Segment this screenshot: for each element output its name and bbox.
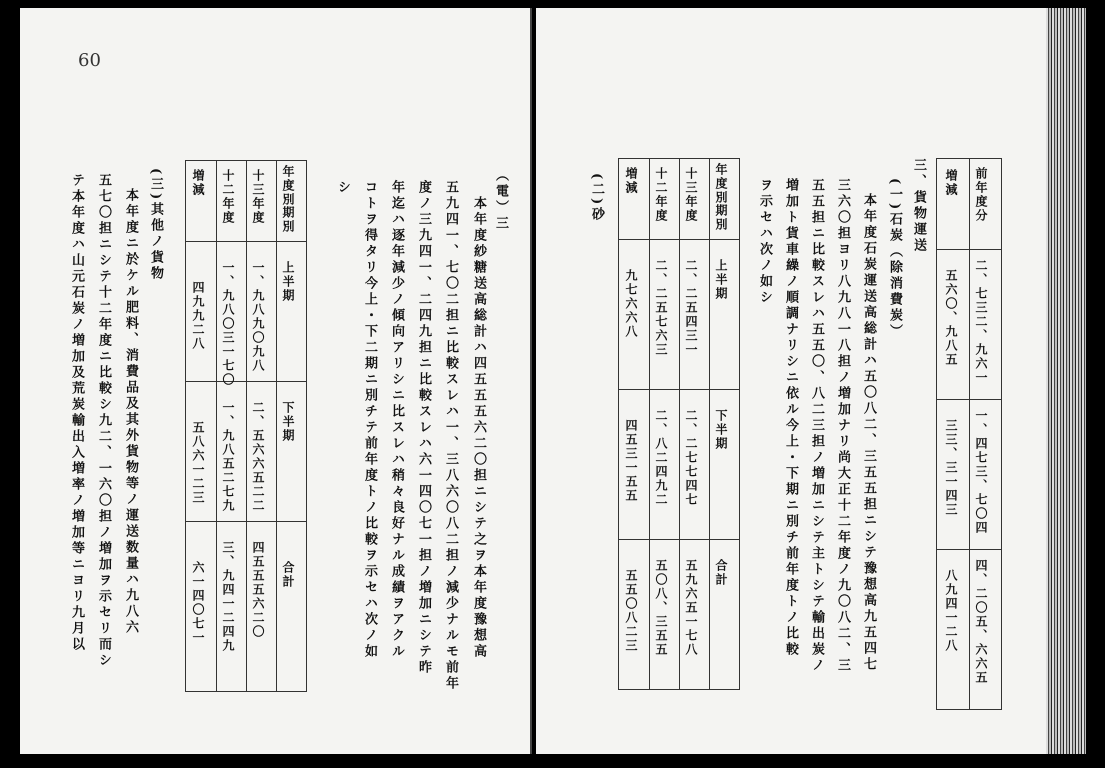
paragraph-line: 本年度紗糖送高総計ハ四五五五六二〇担ニシテ之ヲ本年度豫想高 [471,196,486,660]
table-cell: 一、九八〇三一七〇 [221,261,235,387]
page-edges [1046,8,1086,754]
section-line: 本年度ニ於ケル肥料、消費品及其外貨物等ノ運送数量ハ九八六 [123,188,138,636]
table-cell: 二、二五七六三 [654,259,668,357]
row-label: 増減 [944,169,958,197]
row-label: 前年度分 [974,167,988,223]
paragraph-line: 五九四一、七〇二担ニ比較スレハ一、三八六〇八二担ノ減少ナルモ前年 [443,180,458,692]
subsection-heading: (二)砂 [589,173,604,224]
table-cell: 二、二五四三一 [684,259,698,357]
paragraph-line: ヲ示セハ次ノ如シ [757,178,772,306]
table-cell: 五〇八、三五五 [654,559,668,657]
paragraph-line: コトヲ得タリ今上・下二期ニ別チテ前年度トノ比較ヲ示セハ次ノ如 [362,180,377,660]
table-cell: 五五〇八二三 [624,569,638,653]
col-header: 下半期 [281,401,295,443]
paragraph-line: 三六〇担ヨリ八九八一八担ノ増加ナリ尚大正十二年度ノ九〇八二、三 [835,178,850,674]
table-cell: 四五三一五五 [624,419,638,503]
col-header: 期別 [714,204,728,232]
table-cell: 六一四〇七一 [191,561,205,645]
paragraph-line: 五五担ニ比較スレハ五五〇、八二三担ノ増加ニシテ主トシテ輸出炭ノ [809,178,824,674]
row-header: 十三年度 [251,169,265,225]
paragraph-line: シ [335,180,350,196]
row-header: 十二年度 [221,169,235,225]
section-line: テ本年度ハ山元石炭ノ増加及荒炭輸出入増率ノ増加等ニヨリ九月以 [69,173,84,653]
paragraph-line: 増加ト貨車繰ノ順調ナリシニ依ル今上・下期ニ別チ前年度トノ比較 [783,178,798,658]
section-heading: 三、貨物運送 [911,158,926,254]
table-cell: 五八六一二三 [191,421,205,505]
table-cell: 一、九八九〇九八 [251,261,265,373]
table-cell: 一、九八五二七九 [221,401,235,513]
heading: （電）三 [493,168,508,232]
paragraph-line: 本年度石炭運送高総計ハ五〇八二、三五五担ニシテ豫想高九五四七 [861,193,876,673]
row-header: 増減 [624,167,638,195]
table-cell: 三三、三一四三 [944,419,958,517]
section-line: 五七〇担ニシテ十二年度ニ比較シ九二、一六〇担ノ増加ヲ示セリ而シ [96,173,111,669]
row-header: 増減 [191,169,205,197]
table-cell: 五六〇、九八五 [944,269,958,367]
col-header: 上半期 [281,261,295,303]
data-table [185,160,307,692]
table-cell: 二、七三二、九六一 [974,259,988,385]
col-header: 上半期 [714,259,728,301]
table-cell: 八九四一二八 [944,569,958,653]
left-page [20,8,532,754]
row-header: 十三年度 [684,167,698,223]
col-header: 下半期 [714,409,728,451]
subsection-heading: (一)石炭（除消費炭） [887,178,902,341]
page-number: 60 [78,50,101,71]
table-cell: 四五五五六二〇 [251,541,265,639]
top-table [936,158,1002,710]
table-cell: 三、九四一二四九 [221,541,235,653]
data-table [618,158,740,690]
table-cell: 二、二七七四七 [684,409,698,507]
table-cell: 二、五六六五二二 [251,401,265,513]
table-cell: 九七六六八 [624,269,638,339]
table-cell: 一、四七三、七〇四 [974,409,988,535]
table-cell: 二、八二四九二 [654,409,668,507]
row-header: 年度別 [281,165,295,207]
table-cell: 四九九二八 [191,281,205,351]
table-cell: 五九六五一七八 [684,559,698,657]
row-header: 年度別 [714,163,728,205]
col-header: 期別 [281,206,295,234]
right-page [536,8,1046,754]
col-header: 合計 [281,561,295,589]
row-header: 十二年度 [654,167,668,223]
table-cell: 四、二〇五、六六五 [974,559,988,685]
col-header: 合計 [714,559,728,587]
paragraph-line: 年迄ハ逐年減少ノ傾向アリシニ比スレハ稍々良好ナル成績ヲアクル [389,180,404,660]
section-heading: (三)其他ノ貨物 [148,168,163,283]
paragraph-line: 度ノ三九四一、二四九担ニ比較スレハ六一四〇七一担ノ増加ニシテ昨 [416,180,431,676]
